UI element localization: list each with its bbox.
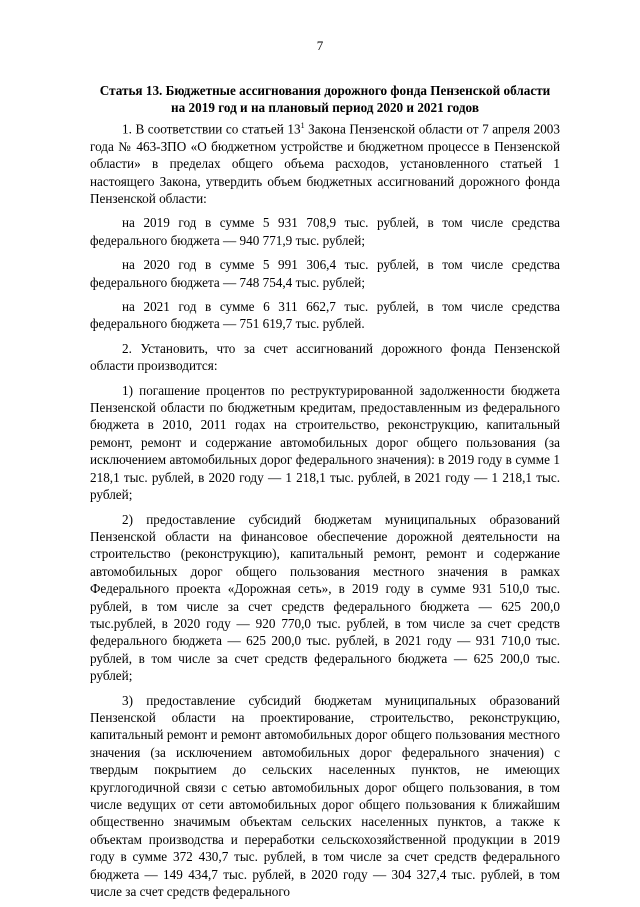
superscript: 1	[300, 121, 305, 130]
fund-2020: на 2020 год в сумме 5 991 306,4 тыс. рублей, в том числе средства федерального бюджета — 748 754,4 тыс. рублей;	[90, 257, 560, 290]
list-item-1: 1) погашение процентов по реструктурированной задолженности бюджета Пензенской области по бюджетным кредитам, предоставленным из федерального бюджета в 2010, 2011 годах на строительство, реконструкцию, капитальный ремонт, ремонт и содержание автомобильных дорог общего пользования (за исключением автомобильных дорог федерального значения): в 2019 году в сумме 1 218,1 тыс. рублей, в 2020 году — 1 218,1 тыс. рублей, в 2021 году — 1 218,1 тыс. рублей;	[90, 382, 560, 503]
paragraph-1-start: 1. В соответствии со статьей 13	[122, 121, 301, 137]
paragraph-1-rest: Закона Пензенской области от 7 апреля 2003 года № 463-ЗПО «О бюджетном устройстве и бюджетном процессе в Пензенской области» в пределах общего объема расходов, установленного статьей 1 настоящего Закона, утвердить объем бюджетных ассигнований дорожного фонда Пензенской области:	[90, 121, 560, 207]
fund-2021: на 2021 год в сумме 6 311 662,7 тыс. рублей, в том числе средства федерального бюджета — 751 619,7 тыс. рублей.	[90, 299, 560, 332]
list-item-3: 3) предоставление субсидий бюджетам муниципальных образований Пензенской области на проектирование, строительство, реконструкцию, капитальный ремонт и ремонт автомобильных дорог общего пользования местного значения (за исключением автомобильных дорог федерального значения) с твердым покрытием до сельских населенных пунктов, не имеющих круглогодичной связи с сетью автомобильных дорог общего пользования, в том числе ведущих от сети автомобильных дорог общего пользования к ближайшим общественно значимым объектам сельских населенных пунктов, а также к объектам производства и переработки сельскохозяйственной продукции в 2019 году в сумме 372 430,7 тыс. рублей, в том числе за счет средств федерального бюджета — 149 434,7 тыс. рублей, в 2020 году — 304 327,4 тыс. рублей, в том числе за счет средств федерального	[90, 692, 560, 900]
paragraph-1	[90, 117, 560, 207]
article-title-line-2: на 2019 год и на плановый период 2020 и 2021 годов	[171, 100, 479, 115]
paragraph-2: 2. Установить, что за счет ассигнований дорожного фонда Пензенской области производится:	[90, 340, 560, 374]
list-item-2: 2) предоставление субсидий бюджетам муниципальных образований Пензенской области на финансовое обеспечение дорожной деятельности на строительство (реконструкцию), капитальный ремонт, ремонт и содержание автомобильных дорог общего пользования местного значения в рамках Федерального проекта «Дорожная сеть», в 2019 году в сумме 931 510,0 тыс. рублей, в том числе за счет средств федерального бюджета — 625 200,0 тыс.рублей, в 2020 году — 920 770,0 тыс. рублей, в том числе за счет средств федерального бюджета — 625 200,0 тыс. рублей, в 2021 году — 931 710,0 тыс. рублей, в том числе за счет средств федерального бюджета — 625 200,0 тыс. рублей;	[90, 511, 560, 684]
article-title-line-1: Статья 13. Бюджетные ассигнования дорожного фонда Пензенской области	[99, 83, 551, 98]
article-title	[90, 82, 560, 116]
fund-2019: на 2019 год в сумме 5 931 708,9 тыс. рублей, в том числе средства федерального бюджета — 940 771,9 тыс. рублей;	[90, 215, 560, 248]
page-number: 7	[316, 38, 324, 53]
article-body	[90, 117, 560, 907]
